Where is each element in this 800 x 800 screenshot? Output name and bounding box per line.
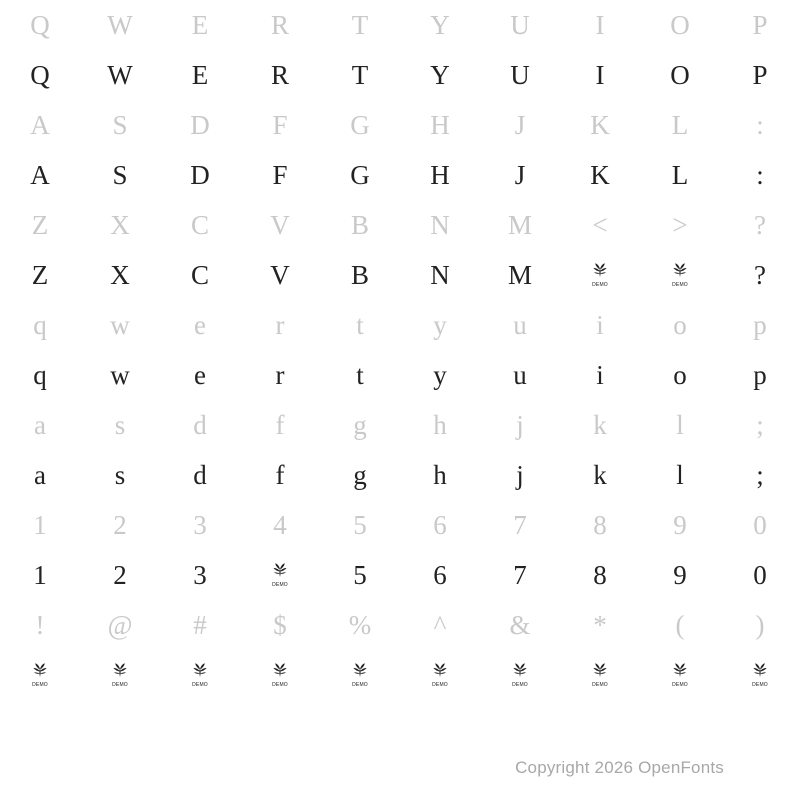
glyph-cell: L xyxy=(671,159,689,190)
glyph-cell: y xyxy=(433,359,447,390)
glyph-cell: 8 xyxy=(593,559,607,590)
glyph-cell-placeholder: 4 xyxy=(273,509,287,540)
ornament-demo-label: DEMO xyxy=(272,582,288,588)
glyph-cell: P xyxy=(752,59,768,90)
glyph-cell: o xyxy=(673,359,687,390)
flower-ornament-icon xyxy=(27,662,53,688)
ornament-demo-label: DEMO xyxy=(272,682,288,688)
glyph-cell: e xyxy=(194,359,206,390)
glyph-cell-placeholder: t xyxy=(356,309,364,340)
glyph-cell: u xyxy=(513,359,527,390)
glyph-cell: A xyxy=(30,159,50,190)
glyph-cell-ornament xyxy=(320,650,400,700)
ornament-demo-label: DEMO xyxy=(352,682,368,688)
glyph-cell-ornament xyxy=(560,250,640,300)
glyph-cell-placeholder: H xyxy=(430,109,450,140)
glyph-cell: Y xyxy=(430,59,450,90)
glyph-cell: Q xyxy=(30,59,50,90)
glyph-cell: R xyxy=(270,59,289,90)
glyph-cell-placeholder: ) xyxy=(755,609,765,640)
glyph-cell: ; xyxy=(756,459,764,490)
glyph-cell-placeholder: O xyxy=(670,9,690,40)
glyph-cell-placeholder: D xyxy=(190,109,210,140)
ornament-demo-label: DEMO xyxy=(752,682,768,688)
ornament-demo-label: DEMO xyxy=(192,682,208,688)
glyph-cell-placeholder: 8 xyxy=(593,509,607,540)
flower-ornament-leaves xyxy=(587,662,613,678)
glyph-cell-placeholder: Z xyxy=(31,209,49,240)
glyph-cell: ? xyxy=(754,259,766,290)
glyph-cell-placeholder: V xyxy=(270,209,290,240)
glyph-cell-placeholder: h xyxy=(433,409,447,440)
glyph-cell: k xyxy=(593,459,607,490)
glyph-cell-placeholder: * xyxy=(593,609,607,640)
flower-ornament-leaves xyxy=(427,662,453,678)
glyph-cell: E xyxy=(191,59,209,90)
glyph-cell: 7 xyxy=(513,559,527,590)
glyph-cell-placeholder: 0 xyxy=(753,509,767,540)
glyph-cell: h xyxy=(433,459,447,490)
flower-ornament-icon xyxy=(587,662,613,688)
glyph-cell: B xyxy=(350,259,369,290)
glyph-cell-ornament xyxy=(160,650,240,700)
glyph-cell-ornament xyxy=(240,550,320,600)
ornament-demo-label: DEMO xyxy=(592,682,608,688)
glyph-cell-placeholder: g xyxy=(353,409,367,440)
glyph-cell-placeholder: @ xyxy=(107,609,133,640)
glyph-cell: Z xyxy=(31,259,49,290)
glyph-cell-placeholder: : xyxy=(756,109,764,140)
glyph-cell-placeholder: > xyxy=(672,209,688,240)
glyph-cell-ornament xyxy=(640,250,720,300)
flower-ornament-leaves xyxy=(267,662,293,678)
flower-ornament-leaves xyxy=(347,662,373,678)
glyph-cell: H xyxy=(430,159,450,190)
glyph-cell-placeholder: e xyxy=(194,309,206,340)
glyph-cell: S xyxy=(112,159,128,190)
glyph-cell-ornament xyxy=(80,650,160,700)
glyph-cell: C xyxy=(190,259,209,290)
glyph-cell-placeholder: Y xyxy=(430,9,450,40)
glyph-cell-placeholder: ! xyxy=(35,609,45,640)
flower-ornament-icon xyxy=(587,262,613,288)
glyph-cell: w xyxy=(110,359,130,390)
glyph-cell: j xyxy=(516,459,524,490)
glyph-cell: D xyxy=(190,159,210,190)
glyph-cell: p xyxy=(753,359,767,390)
glyph-cell: W xyxy=(107,59,133,90)
glyph-cell: T xyxy=(351,59,369,90)
flower-ornament-leaves xyxy=(747,662,773,678)
glyph-cell-placeholder: W xyxy=(107,9,133,40)
glyph-cell-placeholder: E xyxy=(191,9,209,40)
glyph-cell-placeholder: P xyxy=(752,9,768,40)
glyph-cell: V xyxy=(270,259,290,290)
ornament-demo-label: DEMO xyxy=(672,682,688,688)
footer xyxy=(0,758,800,778)
glyph-cell-placeholder: $ xyxy=(273,609,287,640)
glyph-cell-placeholder: & xyxy=(509,609,531,640)
glyph-cell: d xyxy=(193,459,207,490)
glyph-cell-placeholder: a xyxy=(34,409,46,440)
glyph-cell-placeholder: i xyxy=(596,309,604,340)
glyph-cell: M xyxy=(507,259,532,290)
glyph-cell: U xyxy=(510,59,530,90)
ornament-demo-label: DEMO xyxy=(672,282,688,288)
ornament-demo-label: DEMO xyxy=(592,282,608,288)
glyph-cell: s xyxy=(114,459,126,490)
glyph-cell-placeholder: < xyxy=(592,209,608,240)
glyph-cell: a xyxy=(34,459,46,490)
glyph-cell-placeholder: l xyxy=(676,409,684,440)
glyph-cell: X xyxy=(110,259,130,290)
ornament-demo-label: DEMO xyxy=(432,682,448,688)
glyph-cell-placeholder: M xyxy=(507,209,532,240)
glyph-cell-placeholder: s xyxy=(114,409,126,440)
glyph-cell-placeholder: k xyxy=(593,409,607,440)
glyph-cell-placeholder: C xyxy=(190,209,209,240)
glyph-cell-placeholder: I xyxy=(595,9,605,40)
glyph-cell: I xyxy=(595,59,605,90)
flower-ornament-leaves xyxy=(507,662,533,678)
glyph-cell: G xyxy=(350,159,370,190)
glyph-cell-placeholder: f xyxy=(275,409,285,440)
flower-ornament-leaves xyxy=(587,262,613,278)
glyph-cell-placeholder: j xyxy=(516,409,524,440)
glyph-cell: J xyxy=(514,159,526,190)
glyph-cell-placeholder: # xyxy=(193,609,207,640)
flower-ornament-icon xyxy=(507,662,533,688)
flower-ornament-icon xyxy=(667,262,693,288)
glyph-cell-placeholder: 7 xyxy=(513,509,527,540)
glyph-cell-ornament xyxy=(720,650,800,700)
glyph-cell: g xyxy=(353,459,367,490)
ornament-demo-label: DEMO xyxy=(32,682,48,688)
glyph-cell-placeholder: u xyxy=(513,309,527,340)
glyph-cell-ornament xyxy=(640,650,720,700)
glyph-cell-placeholder: L xyxy=(671,109,689,140)
glyph-cell: 3 xyxy=(193,559,207,590)
glyph-cell: 2 xyxy=(113,559,127,590)
flower-ornament-icon xyxy=(427,662,453,688)
glyph-cell-placeholder: Q xyxy=(30,9,50,40)
glyph-cell-placeholder: % xyxy=(348,609,372,640)
glyph-cell: 9 xyxy=(673,559,687,590)
glyph-cell-placeholder: o xyxy=(673,309,687,340)
flower-ornament-icon xyxy=(667,662,693,688)
glyph-cell: 6 xyxy=(433,559,447,590)
glyph-cell-placeholder: w xyxy=(110,309,130,340)
glyph-cell: 5 xyxy=(353,559,367,590)
flower-ornament-icon xyxy=(107,662,133,688)
glyph-cell: F xyxy=(272,159,288,190)
glyph-cell-placeholder: ? xyxy=(754,209,766,240)
glyph-cell-placeholder: K xyxy=(590,109,610,140)
glyph-cell-placeholder: 6 xyxy=(433,509,447,540)
glyph-cell-placeholder: q xyxy=(33,309,47,340)
glyph-cell-ornament xyxy=(0,650,80,700)
glyph-cell-placeholder: p xyxy=(753,309,767,340)
ornament-demo-label: DEMO xyxy=(112,682,128,688)
glyph-cell-placeholder: X xyxy=(110,209,130,240)
glyph-cell-placeholder: U xyxy=(510,9,530,40)
glyph-cell-placeholder: 3 xyxy=(193,509,207,540)
glyph-cell-placeholder: 1 xyxy=(33,509,47,540)
glyph-cell-placeholder: F xyxy=(272,109,288,140)
glyph-cell-placeholder: G xyxy=(350,109,370,140)
flower-ornament-icon xyxy=(267,662,293,688)
flower-ornament-leaves xyxy=(27,662,53,678)
glyph-cell-placeholder: 5 xyxy=(353,509,367,540)
glyph-cell: O xyxy=(670,59,690,90)
glyph-cell: f xyxy=(275,459,285,490)
glyph-cell-placeholder: 2 xyxy=(113,509,127,540)
glyph-cell-placeholder: T xyxy=(351,9,369,40)
copyright-notice: Copyright 2026 OpenFonts xyxy=(515,758,724,777)
glyph-cell: i xyxy=(596,359,604,390)
flower-ornament-leaves xyxy=(667,662,693,678)
glyph-cell: 1 xyxy=(33,559,47,590)
flower-ornament-leaves xyxy=(267,562,293,578)
ornament-demo-label: DEMO xyxy=(512,682,528,688)
glyph-cell-placeholder: ( xyxy=(675,609,685,640)
glyph-cell-ornament xyxy=(240,650,320,700)
glyph-cell: q xyxy=(33,359,47,390)
flower-ornament-icon xyxy=(187,662,213,688)
glyph-cell: t xyxy=(356,359,364,390)
glyph-cell-placeholder: A xyxy=(30,109,50,140)
flower-ornament-leaves xyxy=(667,262,693,278)
flower-ornament-icon xyxy=(747,662,773,688)
glyph-cell-placeholder: N xyxy=(430,209,450,240)
flower-ornament-icon xyxy=(347,662,373,688)
glyph-cell-placeholder: y xyxy=(433,309,447,340)
glyph-cell-ornament xyxy=(480,650,560,700)
flower-ornament-leaves xyxy=(187,662,213,678)
glyph-cell-placeholder: J xyxy=(514,109,526,140)
glyph-cell-ornament xyxy=(560,650,640,700)
glyph-cell: : xyxy=(756,159,764,190)
glyph-cell: l xyxy=(676,459,684,490)
glyph-cell: K xyxy=(590,159,610,190)
flower-ornament-leaves xyxy=(107,662,133,678)
glyph-cell-placeholder: r xyxy=(275,309,285,340)
glyph-cell-ornament xyxy=(400,650,480,700)
flower-ornament-icon xyxy=(267,562,293,588)
glyph-cell-placeholder: R xyxy=(270,9,289,40)
glyph-cell-placeholder: ^ xyxy=(433,609,447,640)
glyph-cell: 0 xyxy=(753,559,767,590)
glyph-cell-placeholder: B xyxy=(350,209,369,240)
glyph-cell: N xyxy=(430,259,450,290)
glyph-cell: r xyxy=(275,359,285,390)
glyph-cell-placeholder: d xyxy=(193,409,207,440)
glyph-cell-placeholder: S xyxy=(112,109,128,140)
glyph-cell-placeholder: ; xyxy=(756,409,764,440)
glyph-cell-placeholder: 9 xyxy=(673,509,687,540)
